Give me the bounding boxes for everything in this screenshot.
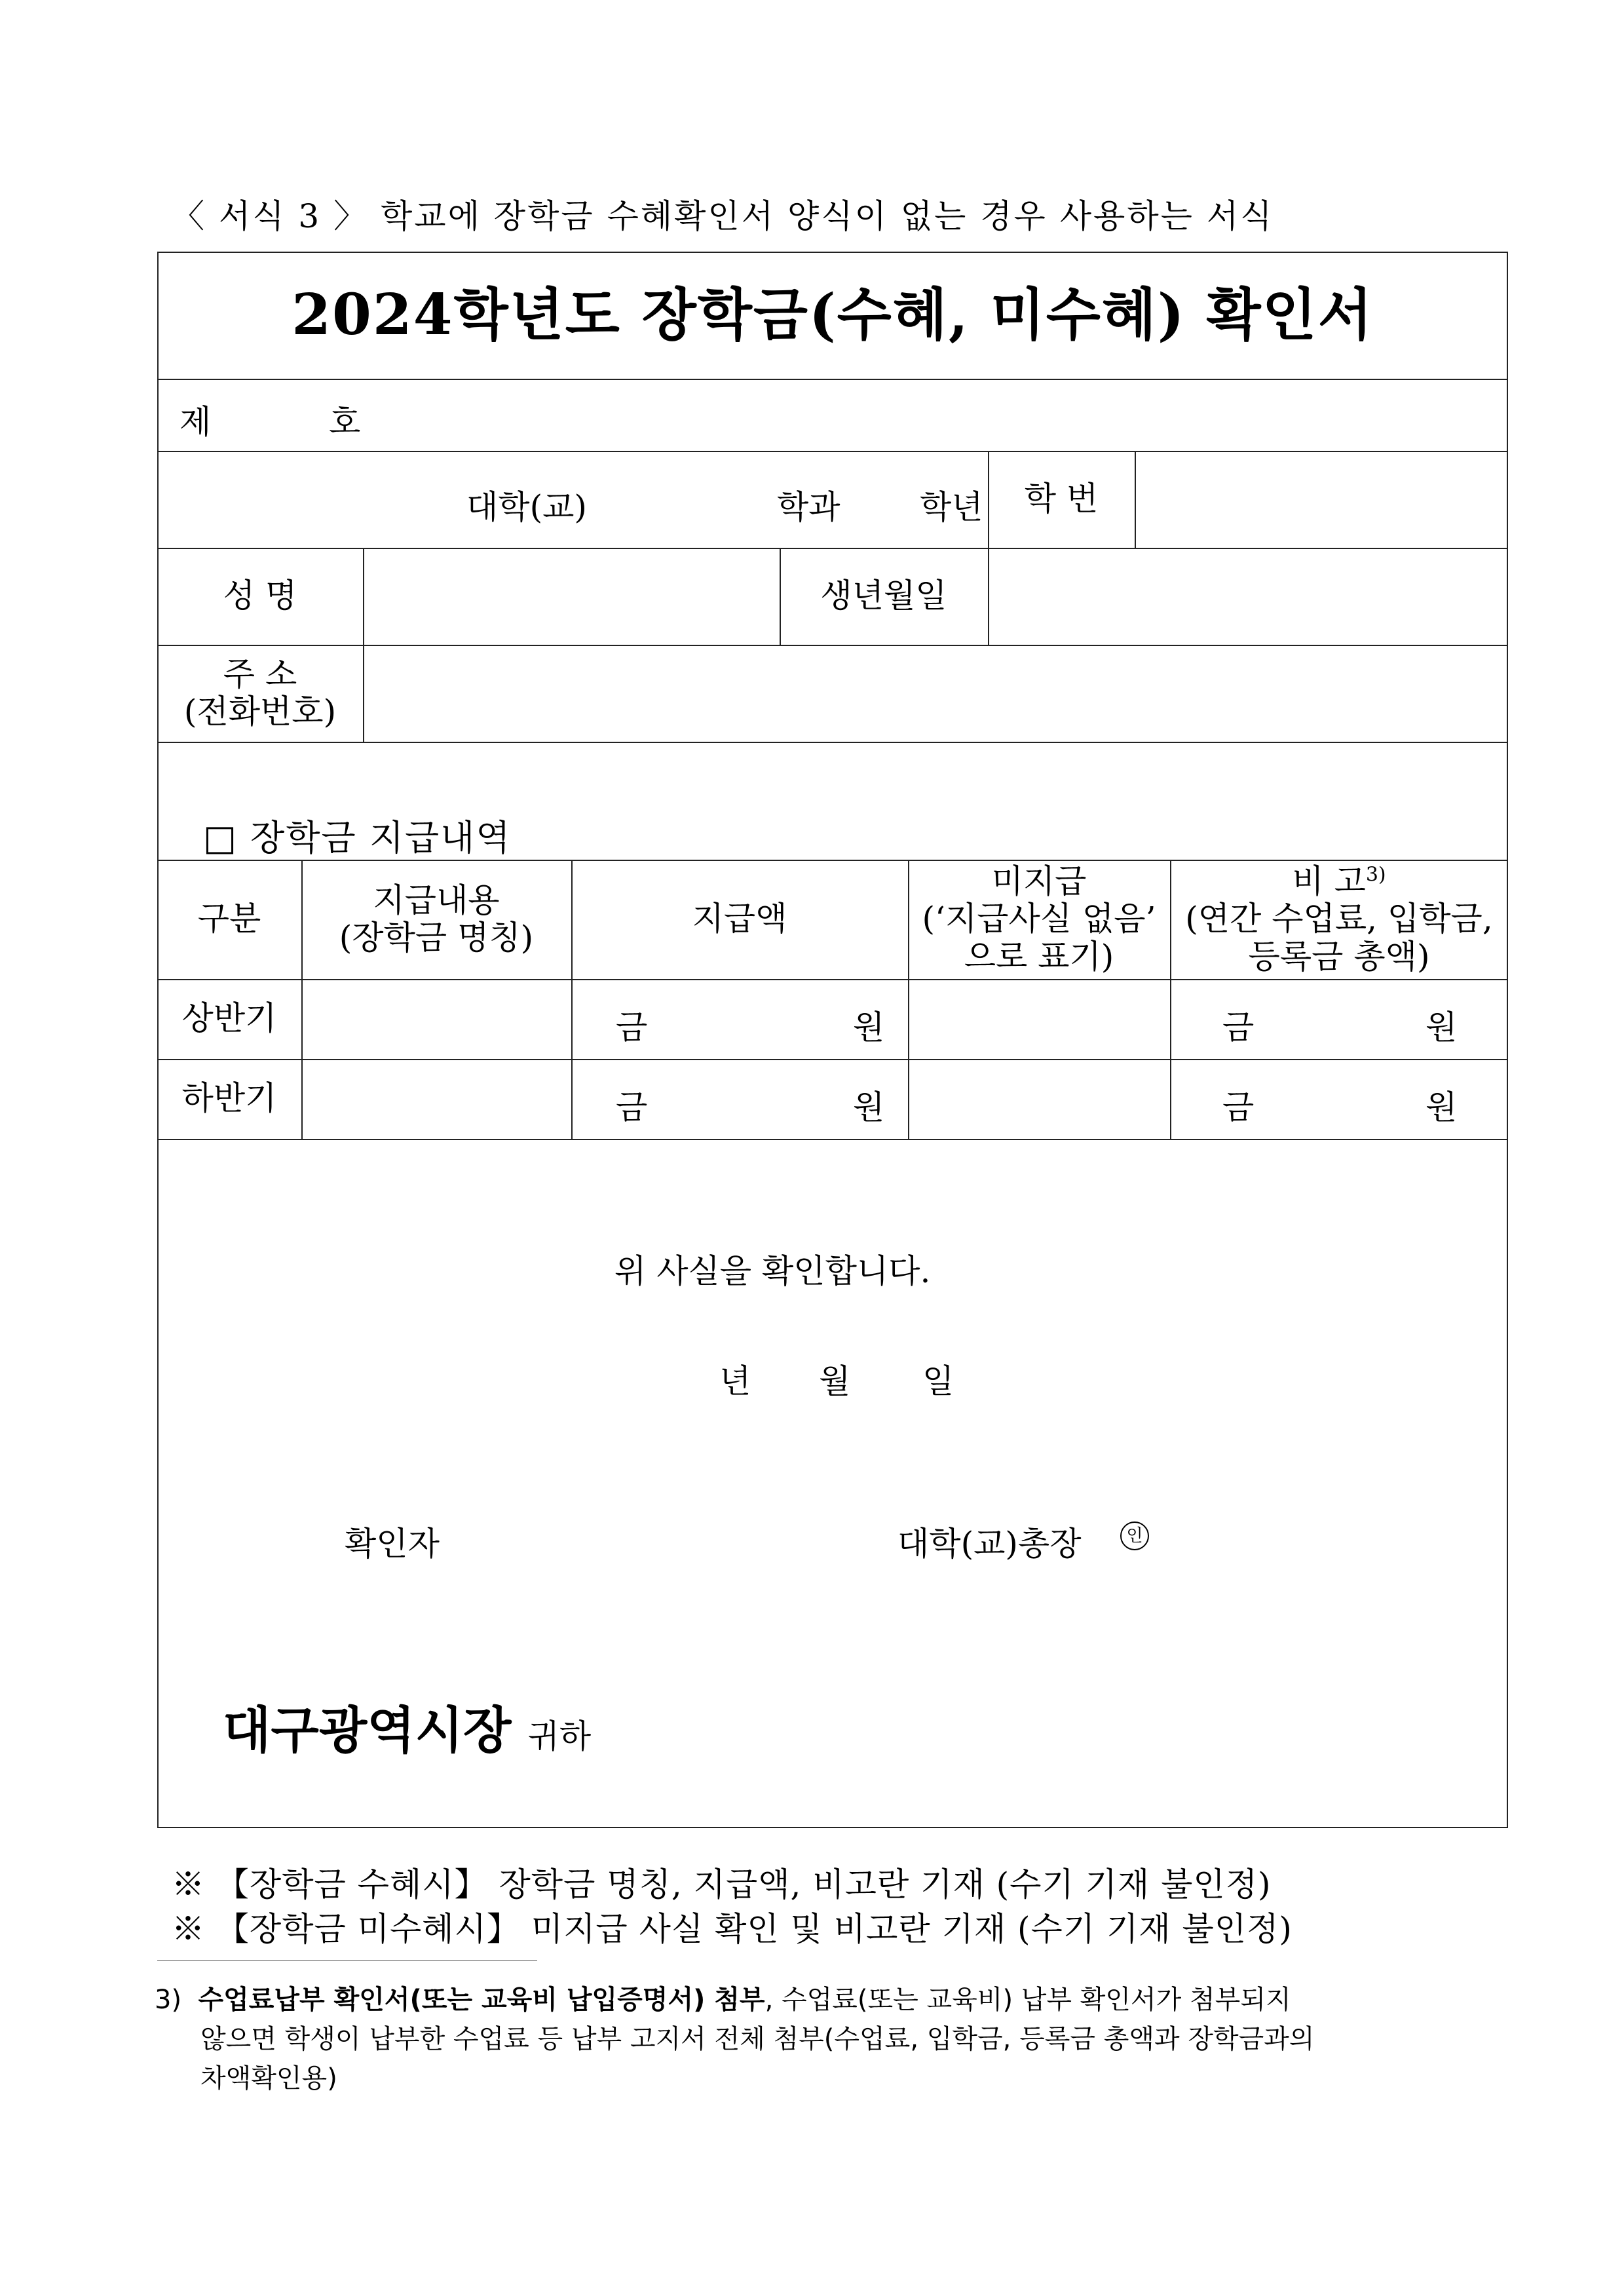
- doc-number-label-suffix: 호: [329, 403, 361, 441]
- header-category: 구분: [197, 900, 261, 938]
- header-remarks-label: 비 고: [1292, 862, 1366, 900]
- divider: [157, 1139, 1508, 1140]
- row-remarks-suffix: 원: [1426, 1008, 1458, 1046]
- payment-section-title: □ 장학금 지급내역: [203, 817, 512, 858]
- footnote-bold: 수업료납부 확인서(또는 교육비 납입증명서) 첨부: [198, 1985, 765, 2015]
- form-caption: 〈 서식 3 〉 학교에 장학금 수혜확인서 양식이 없는 경우 사용하는 서식: [172, 197, 1274, 235]
- row-category: 상반기: [181, 999, 277, 1038]
- footnote-marker: 3): [155, 1985, 182, 2015]
- divider: [157, 379, 1508, 380]
- footnote-line2: 않으면 학생이 납부한 수업료 등 납부 고지서 전체 첨부(수업료, 입학금, 등록금 총액과 장학금과의: [200, 2024, 1315, 2054]
- footnote: [155, 1980, 1491, 2098]
- header-content-line1: 지급내용: [373, 881, 500, 919]
- doc-number-label-prefix: 제: [179, 403, 212, 441]
- president-label: 대학(교)총장: [897, 1525, 1082, 1563]
- note-non-recipient: ※ 【장학금 미수혜시】 미지급 사실 확인 및 비고란 기재 (수기 기재 불인정): [172, 1910, 1293, 1948]
- confirm-text: 위 사실을 확인합니다.: [614, 1252, 931, 1290]
- header-content: [301, 860, 571, 979]
- name-label: 성 명: [223, 577, 297, 615]
- recipient-name: 대구광역시장: [223, 1701, 512, 1759]
- header-remarks-line1: [1292, 863, 1386, 901]
- header-remarks-line2: (연간 수업료, 입학금,: [1185, 900, 1493, 938]
- row-content-field[interactable]: [301, 1059, 571, 1139]
- recipient: [223, 1691, 591, 1762]
- header-remarks: [1170, 860, 1508, 979]
- row-amount-suffix: 원: [853, 1008, 885, 1046]
- header-unpaid-line1: 미지급: [991, 862, 1087, 900]
- name-field[interactable]: [363, 548, 780, 645]
- seal-char: 인: [1120, 1521, 1149, 1550]
- date-year-label: 년: [719, 1362, 751, 1400]
- divider: [157, 742, 1508, 743]
- row-amount-suffix: 원: [853, 1088, 885, 1126]
- address-field[interactable]: [363, 645, 1508, 742]
- header-remarks-line3: 등록금 총액): [1248, 937, 1430, 976]
- grade-label: 학년: [920, 488, 983, 526]
- row-unpaid-field[interactable]: [908, 1059, 1170, 1139]
- birth-label: 생년월일: [820, 577, 947, 615]
- header-unpaid-line3: 으로 표기): [964, 937, 1114, 976]
- row-content-field[interactable]: [301, 979, 571, 1059]
- address-label: [157, 645, 363, 742]
- row-amount-prefix: 금: [616, 1088, 648, 1126]
- birth-field[interactable]: [988, 548, 1508, 645]
- date-month-label: 월: [819, 1362, 851, 1400]
- recipient-suffix: 귀하: [527, 1717, 592, 1755]
- header-unpaid-line2: (‘지급사실 없음’: [922, 900, 1156, 938]
- row-remarks-prefix: 금: [1222, 1088, 1255, 1126]
- seal-icon: [1120, 1521, 1149, 1550]
- student-id-label: 학 번: [1024, 480, 1099, 518]
- footnote-ref: 3): [1365, 863, 1386, 887]
- footnote-line1: , 수업료(또는 교육비) 납부 확인서가 첨부되지: [765, 1985, 1291, 2015]
- header-unpaid: [908, 860, 1170, 979]
- form-title: 2024학년도 장학금(수혜, 미수혜) 확인서: [292, 281, 1374, 348]
- row-amount-prefix: 금: [616, 1008, 648, 1046]
- address-label-line1: 주 소: [223, 655, 297, 693]
- university-label: 대학(교): [466, 488, 587, 526]
- date-day-label: 일: [922, 1362, 954, 1400]
- header-amount: 지급액: [692, 900, 787, 938]
- note-recipient: ※ 【장학금 수혜시】 장학금 명칭, 지급액, 비고란 기재 (수기 기재 불인정): [172, 1866, 1272, 1904]
- row-remarks-suffix: 원: [1426, 1088, 1458, 1126]
- row-category: 하반기: [181, 1079, 277, 1118]
- row-remarks-prefix: 금: [1222, 1008, 1255, 1046]
- footnote-line3: 차액확인용): [200, 2063, 337, 2094]
- row-unpaid-field[interactable]: [908, 979, 1170, 1059]
- confirmer-label: 확인자: [345, 1525, 440, 1563]
- student-id-field[interactable]: [1135, 451, 1508, 548]
- address-label-line2: (전화번호): [183, 693, 337, 731]
- header-content-line2: (장학금 명칭): [339, 919, 534, 957]
- department-label: 학과: [777, 488, 840, 526]
